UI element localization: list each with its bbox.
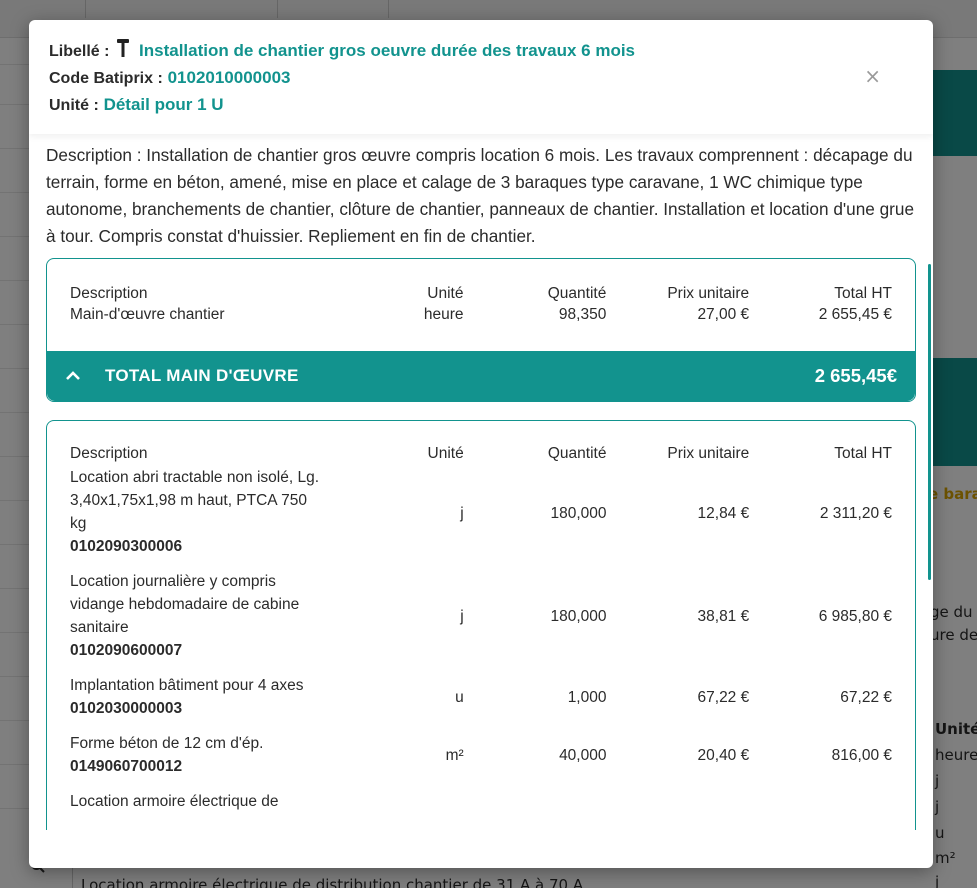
row-code: 0102030000003 — [70, 700, 183, 717]
row-description: Main-d'œuvre chantier — [70, 306, 225, 323]
row-description-cell — [70, 784, 370, 813]
row-total — [749, 784, 892, 813]
row-unit-price: 38,81 € — [697, 607, 750, 625]
row-unit: u — [455, 688, 464, 706]
libelle-line — [49, 38, 913, 65]
table-row — [70, 726, 892, 784]
row-quantity: 40,000 — [559, 746, 607, 764]
header-unit: Unité — [427, 285, 464, 302]
row-unit-price: 20,40 € — [697, 746, 750, 764]
row-quantity — [464, 784, 607, 813]
code-label: Code Batiprix : — [49, 70, 163, 87]
row-description: Location abri tractable non isolé, Lg. 3,40x1,75x1,98 m haut, PTCA 750 kg — [70, 469, 320, 532]
libelle-value: Installation de chantier gros oeuvre durée des travaux 6 mois — [139, 41, 636, 60]
row-description-cell — [70, 726, 370, 784]
table-row — [70, 463, 892, 564]
description-text: Description : Installation de chantier gros œuvre compris location 6 mois. Les travaux comprennent : décapage du terrain, forme en béton, amené, mise en place et calage de 3 baraques type caravane, 1 WC chimique type autonome, branchements de chantier, clôture de chantier, panneaux de chantier. Installation et location d'une grue à tour. Compris constat d'huissier. Repliement en fin de chantier. — [46, 145, 915, 246]
materials-table — [70, 441, 892, 813]
code-value: 0102010000003 — [167, 68, 291, 87]
row-unit: m² — [445, 746, 464, 764]
header-unit: Unité — [427, 445, 464, 462]
row-unit-price: 67,22 € — [697, 688, 750, 706]
table-header-row — [70, 281, 892, 303]
row-description-cell — [70, 668, 370, 726]
header-total: Total HT — [834, 445, 892, 462]
header-total: Total HT — [834, 285, 892, 302]
row-total: 816,00 € — [831, 746, 892, 764]
row-quantity: 98,350 — [558, 306, 607, 323]
labor-table — [70, 281, 892, 326]
row-total: 67,22 € — [840, 688, 892, 706]
unite-label: Unité : — [49, 97, 99, 114]
labor-card — [46, 258, 916, 402]
header-unit-price: Prix unitaire — [667, 445, 750, 462]
row-total: 2 311,20 € — [819, 505, 892, 522]
header-description: Description — [70, 285, 148, 302]
row-code: 0149060700012 — [70, 758, 183, 775]
detail-modal — [29, 20, 933, 868]
header-quantity: Quantité — [547, 285, 607, 302]
header-unit-price: Prix unitaire — [667, 285, 750, 302]
table-row — [70, 668, 892, 726]
row-quantity: 180,000 — [550, 505, 607, 522]
labor-total-value: 2 655,45€ — [814, 365, 897, 386]
libelle-label: Libellé : — [49, 43, 110, 60]
row-unit-price: 27,00 € — [697, 306, 750, 323]
modal-header — [29, 20, 933, 134]
row-code: 0102090300006 — [70, 538, 183, 555]
code-line — [49, 65, 913, 92]
row-description: Implantation bâtiment pour 4 axes — [70, 677, 304, 694]
labor-total-label: TOTAL MAIN D'ŒUVRE — [105, 366, 299, 385]
row-total: 2 655,45 € — [818, 306, 892, 323]
row-code: 0102090600007 — [70, 642, 183, 659]
unite-value: Détail pour 1 U — [103, 95, 224, 114]
close-button[interactable]: × — [864, 64, 881, 88]
table-row — [70, 303, 892, 326]
row-unit-price: 12,84 € — [697, 505, 750, 522]
row-description-cell — [70, 463, 370, 564]
row-description-cell — [70, 564, 370, 668]
row-quantity: 180,000 — [550, 607, 607, 625]
table-header-row — [70, 441, 892, 463]
row-unit-price — [606, 784, 749, 813]
row-total: 6 985,80 € — [818, 607, 892, 625]
labor-total-bar[interactable] — [47, 351, 915, 401]
chevron-up-icon[interactable] — [65, 368, 81, 384]
table-row — [70, 564, 892, 668]
modal-scrollbar[interactable] — [928, 264, 931, 580]
header-description: Description — [70, 445, 148, 462]
table-row — [70, 784, 892, 813]
row-description: Location armoire électrique de — [70, 793, 279, 810]
header-quantity: Quantité — [547, 445, 607, 462]
materials-card — [46, 420, 916, 830]
hammer-icon — [116, 38, 130, 58]
row-unit — [370, 784, 464, 813]
modal-body[interactable] — [29, 134, 933, 830]
row-unit: heure — [423, 306, 464, 323]
row-quantity: 1,000 — [567, 688, 607, 706]
row-unit: j — [460, 607, 464, 625]
row-description: Location journalière y compris vidange hebdomadaire de cabine sanitaire — [70, 573, 300, 636]
unite-line — [49, 92, 913, 119]
row-unit: j — [460, 505, 464, 522]
row-description: Forme béton de 12 cm d'ép. — [70, 735, 264, 752]
